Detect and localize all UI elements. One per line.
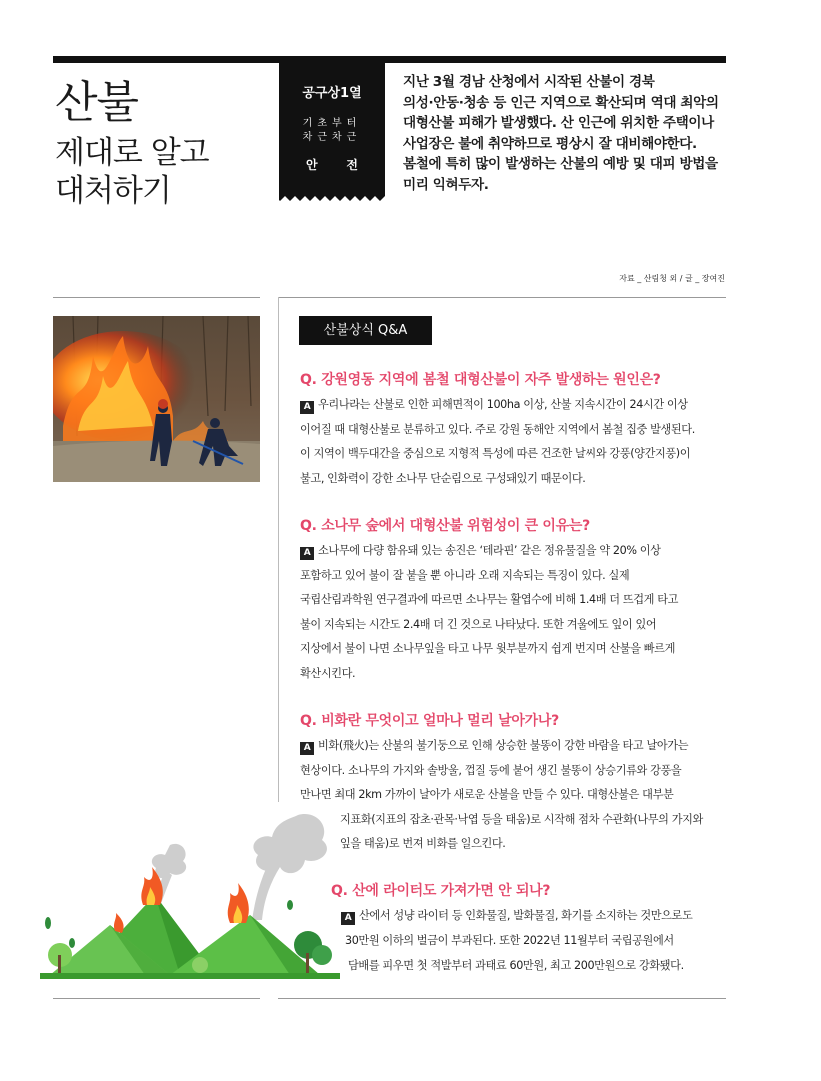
- question-heading: Q. 비화란 무엇이고 얼마나 멀리 날아가나?: [300, 713, 559, 729]
- intro-line: 의성·안동·청송 등 인근 지역으로 확산되며 역대 최악의: [403, 94, 719, 111]
- answer-line: A 산에서 성냥 라이터 등 인화물질, 발화물질, 화기를 소지하는 것만으로도: [341, 904, 692, 929]
- divider: [278, 297, 726, 298]
- answer-badge: A: [341, 912, 355, 925]
- answer-line: 현상이다. 소나무의 가지와 솔방울, 껍질 등에 붙어 생긴 불똥이 상승기류와 강풍을: [300, 763, 682, 777]
- subtitle-line: 대처하기: [55, 173, 171, 209]
- section-label: 산불상식 Q&A: [299, 316, 432, 345]
- answer-line: 잎을 태움)로 번져 비화를 일으킨다.: [340, 837, 506, 850]
- answer-line: 담배를 피우면 첫 적발부터 과태료 60만원, 최고 200만원으로 강화됐다.: [348, 959, 684, 972]
- answer-line: 만나면 최대 2km 가까이 날아가 새로운 산불을 만들 수 있다. 대형산불은 대부분: [300, 788, 674, 802]
- series-badge: [279, 63, 385, 193]
- intro-line: 봄철에 특히 많이 발생하는 산불의 예방 및 대피 방법을: [403, 156, 718, 172]
- page-subtitle: [55, 134, 209, 210]
- question-heading: Q. 소나무 숲에서 대형산불 위험성이 큰 이유는?: [300, 518, 590, 534]
- answer-paragraph: [300, 539, 730, 687]
- question-heading: Q. 산에 라이터도 가져가면 안 되나?: [331, 883, 551, 899]
- answer-line: 포함하고 있어 불이 잘 붙을 뿐 아니라 오래 지속되는 특징이 있다. 실제: [300, 568, 630, 582]
- answer-line: 30만원 이하의 벌금이 부과된다. 또한 2022년 11월부터 국립공원에서: [345, 934, 674, 947]
- intro-line: 사업장은 불에 취약하므로 평상시 잘 대비해야한다.: [403, 135, 697, 152]
- answer-badge: A: [300, 401, 314, 414]
- series-safety: [279, 156, 385, 173]
- answer-line: A 비화(飛火)는 산불의 불기둥으로 인해 상승한 불똥이 강한 바람을 타고 날아가는: [300, 734, 730, 759]
- credit-text: 자료 _ 산림청 외 / 글 _ 장여진: [619, 274, 725, 283]
- answer-line: 이어질 때 대형산불로 분류하고 있다. 주로 강원 동해안 지역에서 봄철 집중 발생된다.: [300, 422, 695, 436]
- page-title: 산불: [55, 77, 139, 128]
- zigzag-edge: [279, 192, 385, 201]
- answer-line: 불이 지속되는 시간도 2.4배 더 긴 것으로 나타났다. 또한 겨울에도 잎이 있어: [300, 617, 657, 631]
- wildfire-photo: [53, 316, 260, 482]
- answer-line: A 소나무에 다량 함유돼 있는 송진은 ‘테라핀’ 같은 정유물질을 약 20% 이상: [300, 539, 730, 564]
- answer-line: 확산시킨다.: [300, 666, 356, 680]
- divider: [53, 297, 260, 298]
- divider: [53, 998, 260, 999]
- series-name: 공구상1열: [302, 86, 362, 101]
- intro-line: 지난 3월 경남 산청에서 시작된 산불이 경북: [403, 74, 655, 90]
- answer-paragraph: [300, 393, 730, 491]
- intro-paragraph: [403, 72, 733, 195]
- answer-line: 이 지역이 백두대간을 중심으로 지형적 특성에 따른 건조한 날씨와 강풍(양간지풍)이: [300, 447, 691, 461]
- column-divider: [278, 297, 279, 802]
- answer-badge: A: [300, 547, 314, 560]
- safety-char: 전: [346, 158, 358, 172]
- series-tagline-2: 차근차근: [302, 132, 362, 143]
- subtitle-line: 제대로 알고: [55, 135, 209, 171]
- intro-line: 미리 익혀두자.: [403, 176, 489, 193]
- top-rule: [53, 56, 726, 63]
- question-heading: Q. 강원영동 지역에 봄철 대형산불이 자주 발생하는 원인은?: [300, 372, 661, 388]
- mountain-fire-illustration: [40, 805, 340, 985]
- answer-line: 지표화(지표의 잡초·관목·낙엽 등을 태움)로 시작해 점차 수관화(나무의 가지와: [340, 813, 703, 826]
- answer-line: 국립산림과학원 연구결과에 따르면 소나무는 활엽수에 비해 1.4배 더 뜨겁게 타고: [300, 593, 679, 607]
- answer-paragraph: [300, 734, 730, 808]
- answer-line: 불고, 인화력이 강한 소나무 단순림으로 구성돼있기 때문이다.: [300, 471, 586, 485]
- series-tagline-1: 기초부터: [302, 118, 362, 129]
- answer-line: A 우리나라는 산불로 인한 피해면적이 100ha 이상, 산불 지속시간이 24시간 이상: [300, 393, 730, 418]
- safety-char: 안: [306, 158, 318, 172]
- answer-line: 지상에서 불이 나면 소나무잎을 타고 나무 윗부분까지 쉽게 번지며 산불을 빠르게: [300, 642, 675, 656]
- divider: [278, 998, 726, 999]
- intro-line: 대형산불 피해가 발생했다. 산 인근에 위치한 주택이나: [403, 115, 714, 131]
- answer-badge: A: [300, 742, 314, 755]
